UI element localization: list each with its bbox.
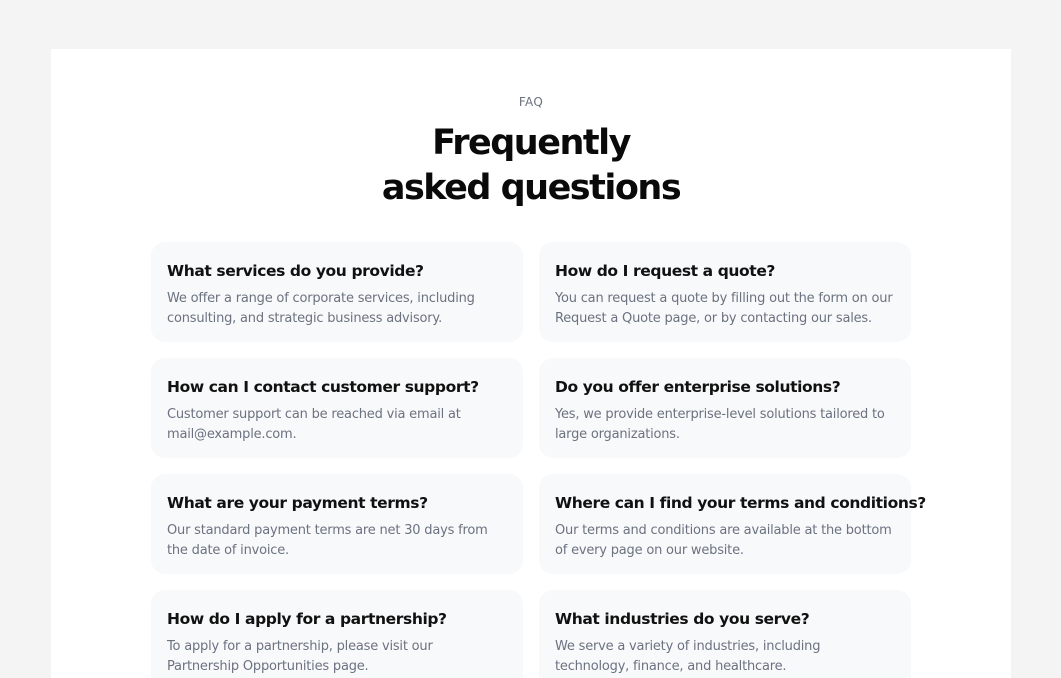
faq-question: What are your payment terms? xyxy=(167,494,428,512)
faq-question: What services do you provide? xyxy=(167,262,424,280)
faq-item[interactable] xyxy=(539,474,926,574)
faq-answer: We offer a range of corporate services, including consulting, and strategic business advisory. xyxy=(167,291,475,326)
section-title-line-2: asked questions xyxy=(381,168,681,208)
faq-answer: To apply for a partnership, please visit our Partnership Opportunities page. xyxy=(167,639,433,674)
faq-question: Where can I find your terms and conditions? xyxy=(555,494,926,512)
faq-item[interactable] xyxy=(539,358,911,458)
section-eyebrow: FAQ xyxy=(518,95,544,109)
faq-answer: Our terms and conditions are available at the bottom of every page on our website. xyxy=(555,523,892,558)
faq-item[interactable] xyxy=(151,474,523,574)
faq-section xyxy=(51,49,1011,678)
faq-item[interactable] xyxy=(539,242,911,342)
faq-item[interactable] xyxy=(151,242,523,342)
faq-answer: Our standard payment terms are net 30 days from the date of invoice. xyxy=(167,523,488,558)
section-title xyxy=(51,121,1011,211)
faq-question: How can I contact customer support? xyxy=(167,378,479,396)
faq-grid xyxy=(151,242,926,678)
section-title-line-1: Frequently xyxy=(432,123,630,163)
faq-question: How do I request a quote? xyxy=(555,262,776,280)
faq-item[interactable] xyxy=(539,590,911,678)
faq-item[interactable] xyxy=(151,358,523,458)
faq-question: How do I apply for a partnership? xyxy=(167,610,447,628)
faq-question: Do you offer enterprise solutions? xyxy=(555,378,841,396)
faq-item[interactable] xyxy=(151,590,523,678)
faq-answer: You can request a quote by filling out the form on our Request a Quote page, or by contacting our sales. xyxy=(555,291,893,326)
faq-answer: Customer support can be reached via email at mail@example.com. xyxy=(167,407,461,442)
faq-question: What industries do you serve? xyxy=(555,610,810,628)
faq-answer: Yes, we provide enterprise-level solutions tailored to large organizations. xyxy=(555,407,885,442)
faq-answer: We serve a variety of industries, including technology, finance, and healthcare. xyxy=(555,639,821,674)
